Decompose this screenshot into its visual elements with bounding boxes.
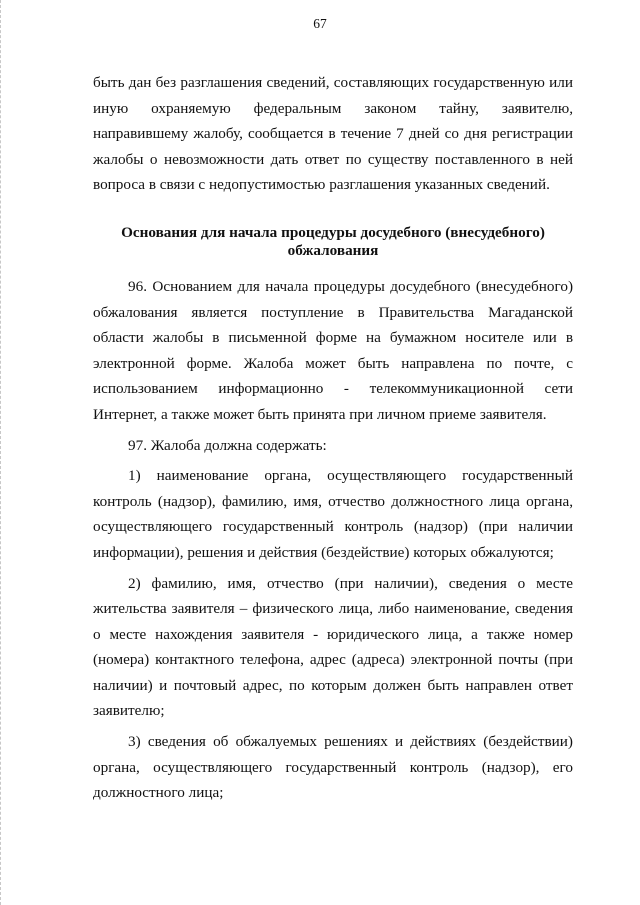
list-item-1: 1) наименование органа, осуществляющего государственный контроль (надзор), фамилию, имя, отчество должностного лица органа, осуществляющего государственный контроль (надзор) (при наличии информации), решения и действия (бездействие) которых обжалуются; [93, 467, 573, 561]
paragraph-96: 96. Основанием для начала процедуры досудебного (внесудебного) обжалования является поступление в Правительства Магаданской области жалобы в письменной форме на бумажном носителе или в электронной форме. Жалоба может быть направлена по почте, с использованием информационно - телекоммуникационной сети Интернет, а также может быть принята при личном приеме заявителя. [93, 277, 573, 423]
list-item-2: 2) фамилию, имя, отчество (при наличии), сведения о месте жительства заявителя – физического лица, либо наименование, сведения о месте нахождения заявителя - юридического лица, а также номер (номера) контактного телефона, адрес (адреса) электронной почты (при наличии) и почтовый адрес, по которым должен быть направлен ответ заявителю; [93, 574, 573, 720]
paragraph-97: 97. Жалоба должна содержать: [128, 436, 327, 454]
paragraph-continuation: быть дан без разглашения сведений, составляющих государственную или иную охраняемую федеральным законом тайну, заявителю, направившему жалобу, сообщается в течение 7 дней со дня регистрации жалобы о невозможности дать ответ по существу поставленного в ней вопроса в связи с недопустимостью разглашения указанных сведений. [93, 74, 573, 194]
list-item-3: 3) сведения об обжалуемых решениях и действиях (бездействии) органа, осуществляющего государственный контроль (надзор), его должностного лица; [93, 733, 573, 802]
binding-edge-marks [0, 0, 5, 905]
section-heading: Основания для начала процедуры досудебного (внесудебного) обжалования [121, 223, 545, 259]
page-number: 67 [313, 16, 327, 31]
document-body [93, 70, 573, 806]
